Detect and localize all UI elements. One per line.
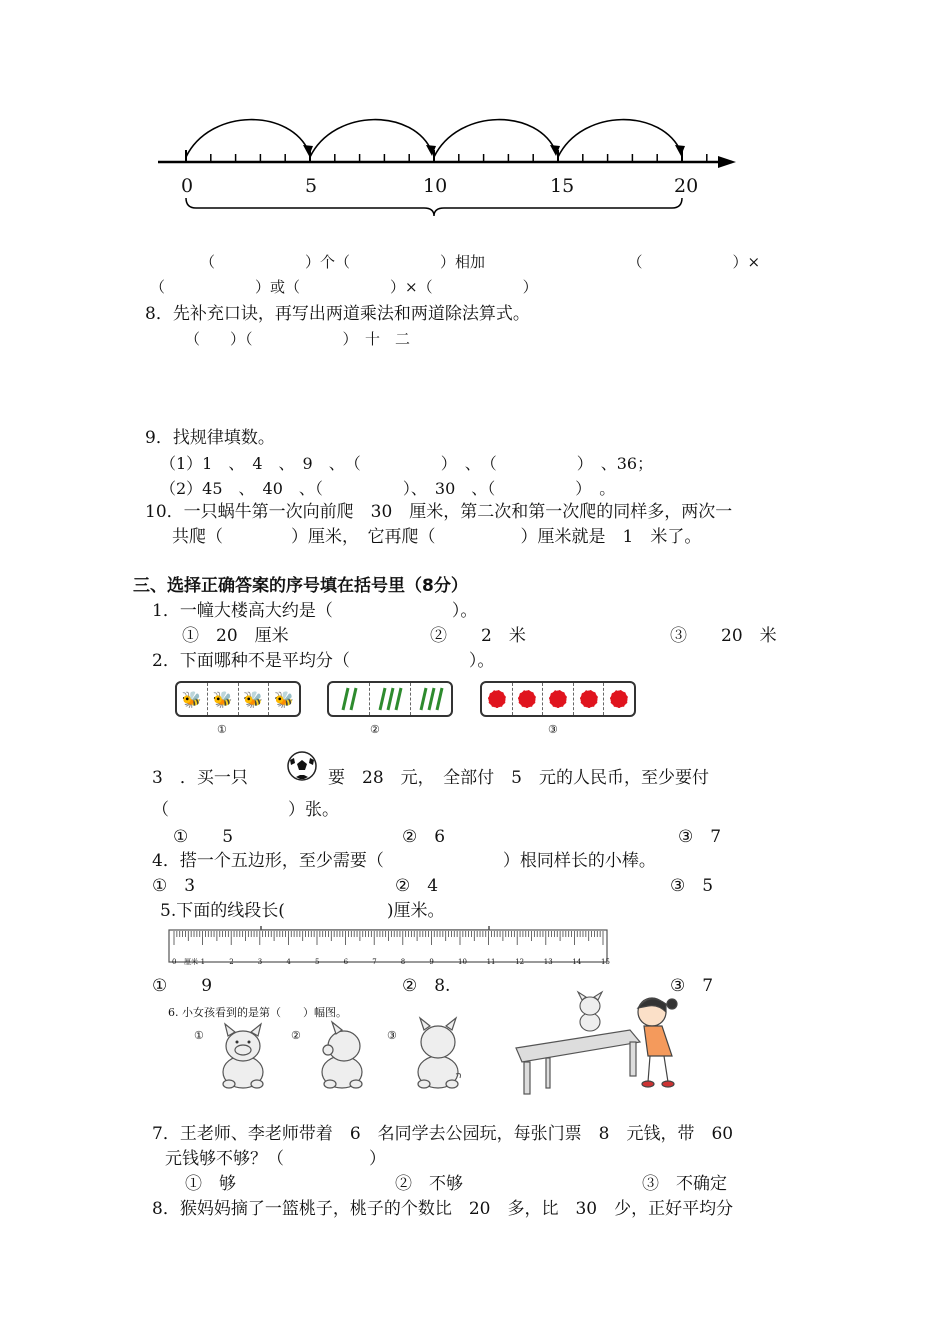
s4-question[interactable]: 4．搭一个五边形，至少需要（ ）根同样长的小棒。 [152, 851, 656, 871]
ruler-number: 8 [400, 958, 406, 966]
q9-line-2[interactable]: （2）45 、 40 、（ ）、 30 、（ ） 。 [160, 479, 616, 498]
tick-label-10: 10 [423, 175, 448, 197]
pig-front-icon [213, 1018, 273, 1090]
ruler-number: 0 [172, 958, 177, 966]
s5-option-2[interactable]: ② 8. [402, 976, 451, 996]
ruler-number: 11 [486, 958, 496, 966]
ruler-number: 9 [429, 958, 434, 966]
pig-back-icon [410, 1016, 470, 1088]
ruler-number: 13 [543, 958, 553, 966]
ruler-number: 3 [257, 958, 263, 966]
s3-question-a: 3 ．买一只 [152, 768, 248, 788]
s3-option-1[interactable]: ① 5 [173, 827, 234, 847]
s2-label-3[interactable]: ③ [548, 723, 558, 736]
flower-icon [604, 683, 634, 715]
ruler-number: 6 [343, 958, 349, 966]
s6-label-1[interactable]: ① [194, 1029, 204, 1042]
s5-option-1[interactable]: ① 9 [152, 976, 213, 996]
flower-icon [482, 683, 513, 715]
ruler [168, 924, 608, 964]
s3-question-b: 要 28 元， 全部付 5 元的人民币，至少要付 [328, 768, 709, 788]
ruler-number: 5 [315, 958, 320, 966]
bee-icon: 🐝 [177, 683, 208, 715]
s1-option-1[interactable]: ① 20 厘米 [182, 626, 289, 646]
bee-icon: 🐝 [239, 683, 270, 715]
s7-line-1: 7．王老师、李老师带着 6 名同学去公园玩，每张门票 8 元钱，带 60 [152, 1124, 734, 1144]
s1-option-3[interactable]: ③ 20 米 [670, 626, 777, 646]
s2-figure-1 [175, 681, 301, 717]
s4-option-3[interactable]: ③ 5 [670, 876, 714, 896]
ruler-number: 12 [515, 958, 525, 966]
q7-blank-line-2[interactable]: （ ）或（ ）×（ ） [150, 278, 538, 296]
s4-option-2[interactable]: ② 4 [395, 876, 439, 896]
tick-label-20: 20 [674, 175, 699, 197]
s2-question[interactable]: 2．下面哪种不是平均分（ ）。 [152, 651, 495, 671]
q9-title: 9．找规律填数。 [145, 428, 275, 448]
s4-option-1[interactable]: ① 3 [152, 876, 196, 896]
q10-line-1: 10．一只蜗牛第一次向前爬 30 厘米，第二次和第一次爬的同样多，两次一 [145, 502, 733, 522]
sticks-icon [329, 683, 370, 715]
q9-line-1[interactable]: （1）1 、 4 、 9 、 （ ） 、 （ ） 、36； [160, 454, 654, 473]
s1-option-2[interactable]: ② 2 米 [430, 626, 526, 646]
ruler-number: 7 [372, 958, 377, 966]
q7-blank-line-1[interactable]: （ ）个（ ）相加 （ ）× [200, 253, 761, 271]
s1-question[interactable]: 1．一幢大楼高大约是（ ）。 [152, 601, 478, 621]
tick-label-0: 0 [181, 175, 194, 197]
s5-option-3[interactable]: ③ 7 [670, 976, 714, 996]
s2-figure-3 [480, 681, 636, 717]
ruler-number: 4 [286, 958, 291, 966]
ruler-number: 14 [572, 958, 582, 966]
s7-option-3[interactable]: ③ 不确定 [642, 1174, 727, 1194]
ruler-number: 2 [229, 958, 234, 966]
pig-side-icon [310, 1018, 370, 1090]
girl-icon [628, 990, 688, 1090]
flower-icon [513, 683, 544, 715]
s8-line-1: 8．猴妈妈摘了一篮桃子，桃子的个数比 20 多，比 30 少，正好平均分 [152, 1199, 734, 1219]
bee-icon: 🐝 [208, 683, 239, 715]
s2-figure-2 [327, 681, 453, 717]
s3-option-2[interactable]: ② 6 [402, 827, 446, 847]
tick-label-15: 15 [550, 175, 575, 197]
s3-question-c[interactable]: （ ）张。 [152, 800, 339, 820]
s5-question[interactable]: 5.下面的线段长( )厘米。 [160, 901, 445, 921]
q8-title: 8．先补充口诀，再写出两道乘法和两道除法算式。 [145, 304, 530, 324]
q10-line-2[interactable]: 共爬（ ）厘米， 它再爬（ ）厘米就是 1 米了。 [172, 527, 702, 547]
ruler-unit: 厘米 [184, 958, 198, 966]
tick-label-5: 5 [305, 175, 318, 197]
flower-icon [574, 683, 605, 715]
section-3-title: 三、选择正确答案的序号填在括号里（8分） [133, 576, 468, 596]
football-icon [286, 750, 318, 782]
bee-icon: 🐝 [274, 689, 295, 709]
s7-option-2[interactable]: ② 不够 [395, 1174, 463, 1194]
sticks-icon [411, 683, 451, 715]
ruler-number: 1 [200, 958, 206, 966]
s2-label-1[interactable]: ① [217, 723, 227, 736]
s7-option-1[interactable]: ① 够 [185, 1174, 236, 1194]
sticks-icon [370, 683, 411, 715]
s6-question[interactable]: 6. 小女孩看到的是第（ ）幅图。 [168, 1006, 347, 1019]
s6-label-2[interactable]: ② [291, 1029, 301, 1042]
flower-icon [543, 683, 574, 715]
s2-label-2[interactable]: ② [370, 723, 380, 736]
ruler-number: 10 [458, 958, 467, 966]
s6-label-3[interactable]: ③ [387, 1029, 397, 1042]
q8-blank[interactable]: （ ）（ ） 十 二 [185, 330, 411, 348]
number-line-diagram [0, 0, 950, 230]
ruler-number: 15 [601, 958, 610, 966]
s3-option-3[interactable]: ③ 7 [678, 827, 722, 847]
s7-line-2[interactable]: 元钱够不够？（ ） [165, 1149, 386, 1169]
